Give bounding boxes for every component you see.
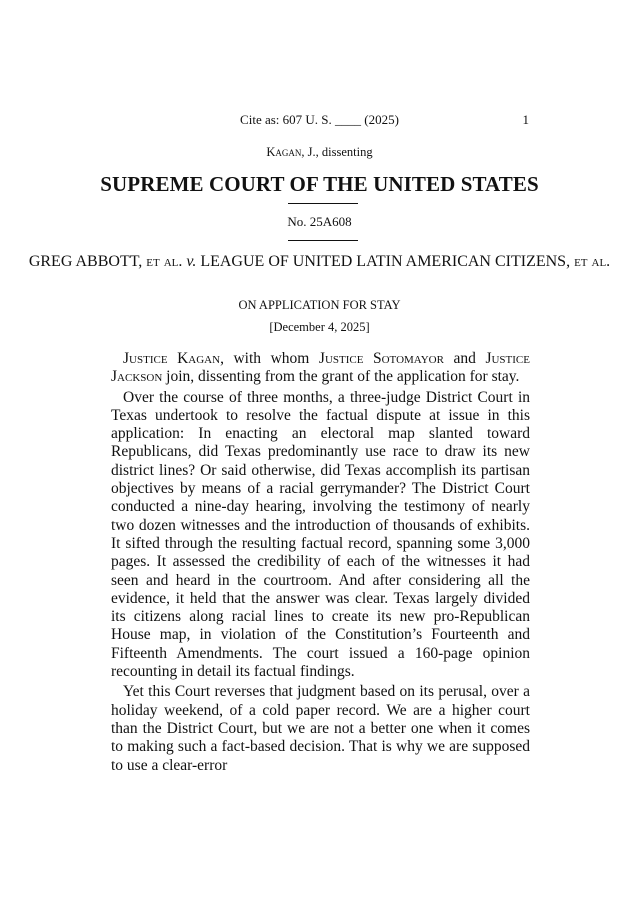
author-designation: , J., dissenting	[301, 145, 373, 159]
petitioner: GREG ABBOTT,	[28, 253, 147, 270]
case-caption	[0, 252, 639, 272]
paragraph: Yet this Court reverses that judgment based on its perusal, over a holiday weekend, of a cold paper record. We are a higher court than the District Court, but we are not a better one when it comes to making such a fact-based decision. That is why we are supposed to use a clear-error	[111, 683, 530, 774]
decision-date: [December 4, 2025]	[269, 320, 370, 334]
divider-rule	[288, 240, 358, 241]
paragraph-text: join, dissenting from the grant of the application for stay.	[162, 368, 520, 386]
divider-rule	[288, 203, 358, 204]
citation: Cite as: 607 U. S. ____ (2025)	[240, 112, 399, 127]
author-name: Kagan	[266, 145, 302, 159]
application-type: ON APPLICATION FOR STAY	[238, 298, 401, 312]
versus: v.	[182, 253, 201, 270]
paragraph	[111, 350, 530, 387]
running-head	[0, 112, 639, 132]
respondent: LEAGUE OF UNITED LATIN AMERICAN CITIZENS,	[200, 253, 575, 270]
paragraph-text: , with whom	[220, 350, 319, 367]
opinion-body	[111, 350, 530, 777]
paragraph: Over the course of three months, a three-judge District Court in Texas undertook to resolve the factual dispute at issue in this application: In enacting an electoral map slanted toward Republicans, did Texas predominantly use race to draw its new district lines? Or said otherwise, did Texas accomplish its partisan objectives by means of a racial gerrymander? The District Court conducted a nine-day hearing, involving the testimony of nearly two dozen witnesses and the introduction of thousands of exhibits. It sifted through the resulting factual record, spanning some 3,000 pages. It assessed the credibility of each of the witnesses it had seen and heard in the courtroom. And after considering all the evidence, it held that the answer was clear. Texas largely divided its citizens along racial lines to create its new pro-Republican House map, in violation of the Constitution’s Fourteenth and Fifteenth Amendments. The court issued a 160-page opinion recounting in detail its factual findings.	[111, 388, 530, 681]
justice-name: Justice Jackson	[111, 350, 530, 386]
opinion-author-line	[0, 145, 639, 160]
justice-name: Justice Kagan	[123, 350, 221, 367]
justice-name: Justice Sotomayor	[318, 350, 444, 367]
et-al: et al.	[574, 253, 611, 270]
et-al: et al.	[146, 253, 183, 270]
court-name: SUPREME COURT OF THE UNITED STATES	[100, 172, 539, 196]
page-number: 1	[522, 112, 529, 127]
docket-number: No. 25A608	[287, 214, 352, 229]
paragraph-text: and	[443, 350, 486, 367]
